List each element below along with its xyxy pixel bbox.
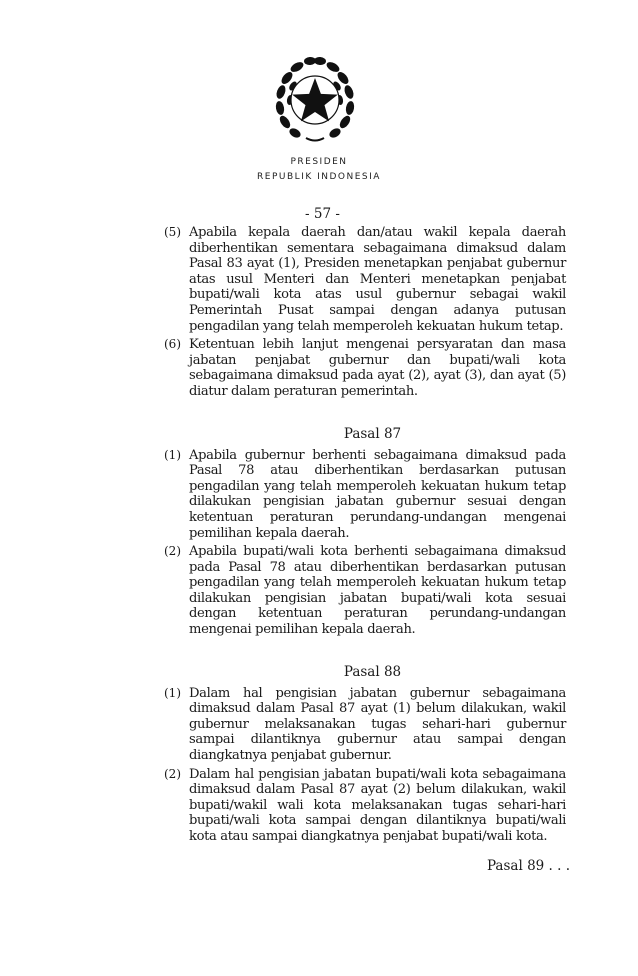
ayat-text: Apabila kepala daerah dan/atau wakil kepala daerah diberhentikan sementara sebagaimana dimaksud dalam Pasal 83 ayat (1), Presiden menetapkan penjabat gubernur atas usul Menteri dan Menteri menetapkan penjabat bupati/wali kota atas usul gubernur sebagai wakil Pemerintah Pusat sampai dengan adanya putusan pengadilan yang telah memperoleh kekuatan hukum tetap.	[189, 225, 566, 334]
ayat-item	[164, 448, 566, 542]
ayat-text: Apabila bupati/wali kota berhenti sebagaimana dimaksud pada Pasal 78 atau diberhentikan berdasarkan putusan pengadilan yang telah memperoleh kekuatan hukum tetap dilakukan pengisian jabatan bupati/wali kota sesuai dengan ketentuan peraturan perundang-undangan mengenai pemilihan kepala daerah.	[189, 544, 566, 638]
header-title-presiden: PRESIDEN	[290, 157, 348, 167]
ayat-number: (1)	[164, 685, 181, 700]
ayat-number: (1)	[164, 447, 181, 462]
ayat-text: Apabila gubernur berhenti sebagaimana dimaksud pada Pasal 78 atau diberhentikan berdasarkan putusan pengadilan yang telah memperoleh kekuatan hukum tetap dilakukan pengisian jabatan gubernur sesuai dengan ketentuan peraturan perundang-undangan mengenai pemilihan kepala daerah.	[189, 447, 566, 541]
header-title-republik: REPUBLIK INDONESIA	[257, 172, 381, 182]
pasal-heading: Pasal 88	[343, 663, 402, 680]
ayat-text: Ketentuan lebih lanjut mengenai persyaratan dan masa jabatan penjabat gubernur dan bupati/wali kota sebagaimana dimaksud pada ayat (2), ayat (3), dan ayat (5) diatur dalam peraturan pemerintah.	[189, 337, 566, 399]
ayat-text: Dalam hal pengisian jabatan bupati/wali kota sebagaimana dimaksud dalam Pasal 87 ayat (2) belum dilakukan, wakil bupati/wakil wali kota melaksanakan tugas sehari-hari bupati/wali kota sampai dengan dilantiknya bupati/wali kota atau sampai diangkatnya penjabat bupati/wali kota.	[189, 766, 566, 844]
presidential-seal-star-icon	[270, 52, 360, 146]
ayat-item	[164, 544, 566, 638]
ayat-number: (5)	[164, 225, 181, 239]
next-page-reference: Pasal 89 . . .	[486, 858, 570, 874]
ayat-number: (6)	[164, 337, 181, 352]
ayat-item	[164, 686, 566, 764]
document-body	[164, 225, 566, 848]
ayat-text: Dalam hal pengisian jabatan gubernur sebagaimana dimaksud dalam Pasal 87 ayat (1) belum dilakukan, wakil gubernur melaksanakan tugas sehari-hari gubernur sampai dilantiknya gubernur atau sampai dengan diangkatnya penjabat gubernur.	[189, 685, 566, 764]
pasal-heading: Pasal 87	[343, 425, 402, 442]
ayat-item	[164, 225, 566, 334]
ayat-number: (2)	[164, 766, 181, 781]
ayat-item	[164, 337, 566, 399]
page-number: - 57 -	[305, 206, 340, 222]
ayat-item	[164, 767, 566, 845]
ayat-number: (2)	[164, 544, 181, 559]
